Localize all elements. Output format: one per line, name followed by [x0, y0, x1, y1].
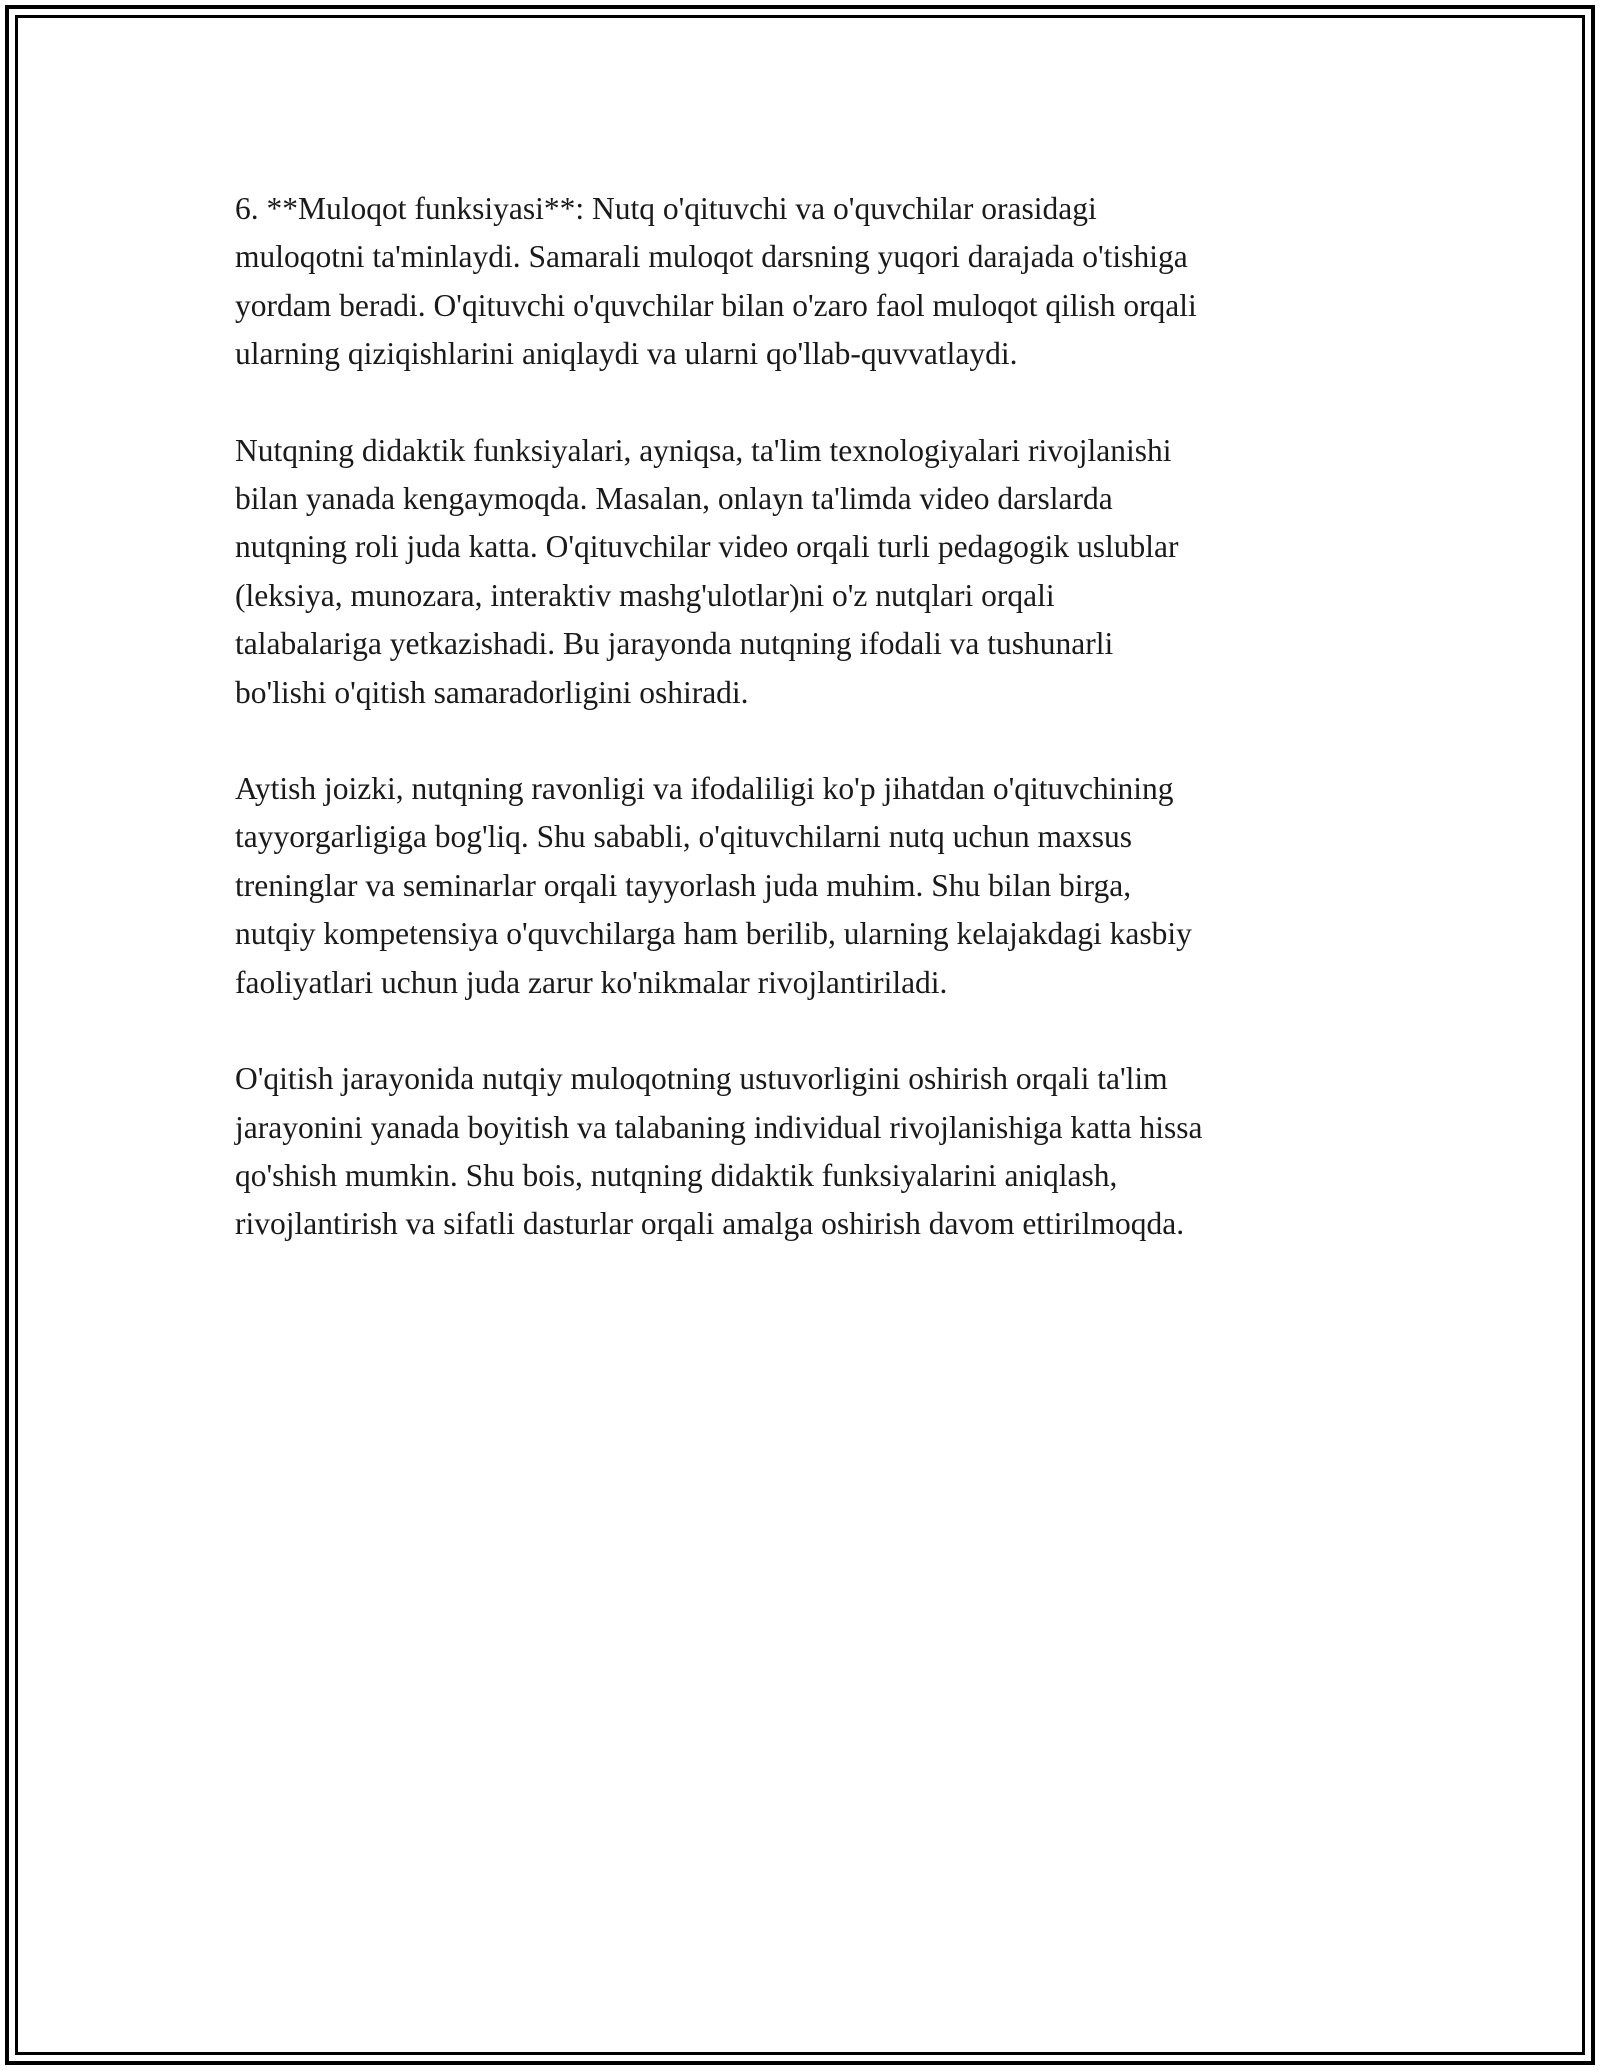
text-line: (leksiya, munozara, interaktiv mashg'ulotlar)ni o'z nutqlari orqali — [235, 577, 1055, 613]
text-line: 6. **Muloqot funksiyasi**: Nutq o'qituvchi va o'quvchilar orasidagi — [235, 191, 1097, 226]
text-line: treninglar va seminarlar orqali tayyorlash juda muhim. Shu bilan birga, — [235, 867, 1132, 903]
document-body — [235, 185, 1390, 1297]
text-line: nutqiy kompetensiya o'quvchilarga ham berilib, ularning kelajakdagi kasbiy — [235, 916, 1192, 952]
paragraph-texnologiyalar — [235, 427, 1390, 717]
text-line: yordam beradi. O'qituvchi o'quvchilar bilan o'zaro faol muloqot qilish orqali — [235, 287, 1197, 323]
text-line: muloqotni ta'minlaydi. Samarali muloqot darsning yuqori darajada o'tishiga — [235, 239, 1188, 275]
text-line: talabalariga yetkazishadi. Bu jarayonda nutqning ifodali va tushunarli — [235, 626, 1114, 662]
text-line: jarayonini yanada boyitish va talabaning individual rivojlanishiga katta hissa — [235, 1109, 1203, 1145]
text-line: faoliyatlari uchun juda zarur ko'nikmalar rivojlantiriladi. — [235, 964, 948, 1000]
text-line: Nutqning didaktik funksiyalari, ayniqsa, ta'lim texnologiyalari rivojlanishi — [235, 432, 1172, 468]
text-line: tayyorgarligiga bog'liq. Shu sababli, o'qituvchilarni nutq uchun maxsus — [235, 819, 1133, 855]
paragraph-muloqot-funksiyasi — [235, 185, 1390, 379]
paragraph-ravonlik — [235, 765, 1390, 1007]
text-line: O'qitish jarayonida nutqiy muloqotning ustuvorligini oshirish orqali ta'lim — [235, 1061, 1168, 1097]
text-line: bilan yanada kengaymoqda. Masalan, onlayn ta'limda video darslarda — [235, 481, 1113, 517]
text-line: nutqning roli juda katta. O'qituvchilar video orqali turli pedagogik uslublar — [235, 529, 1179, 565]
text-line: Aytish joizki, nutqning ravonligi va ifodaliligi ko'p jihatdan o'qituvchining — [235, 771, 1174, 807]
text-line: rivojlantirish va sifatli dasturlar orqali amalga oshirish davom ettirilmoqda. — [235, 1206, 1185, 1242]
text-line: bo'lishi o'qitish samaradorligini oshiradi. — [235, 674, 749, 710]
paragraph-xulosa — [235, 1055, 1390, 1249]
text-line: ularning qiziqishlarini aniqlaydi va ularni qo'llab-quvvatlaydi. — [235, 336, 1018, 372]
text-line: qo'shish mumkin. Shu bois, nutqning didaktik funksiyalarini aniqlash, — [235, 1157, 1118, 1193]
